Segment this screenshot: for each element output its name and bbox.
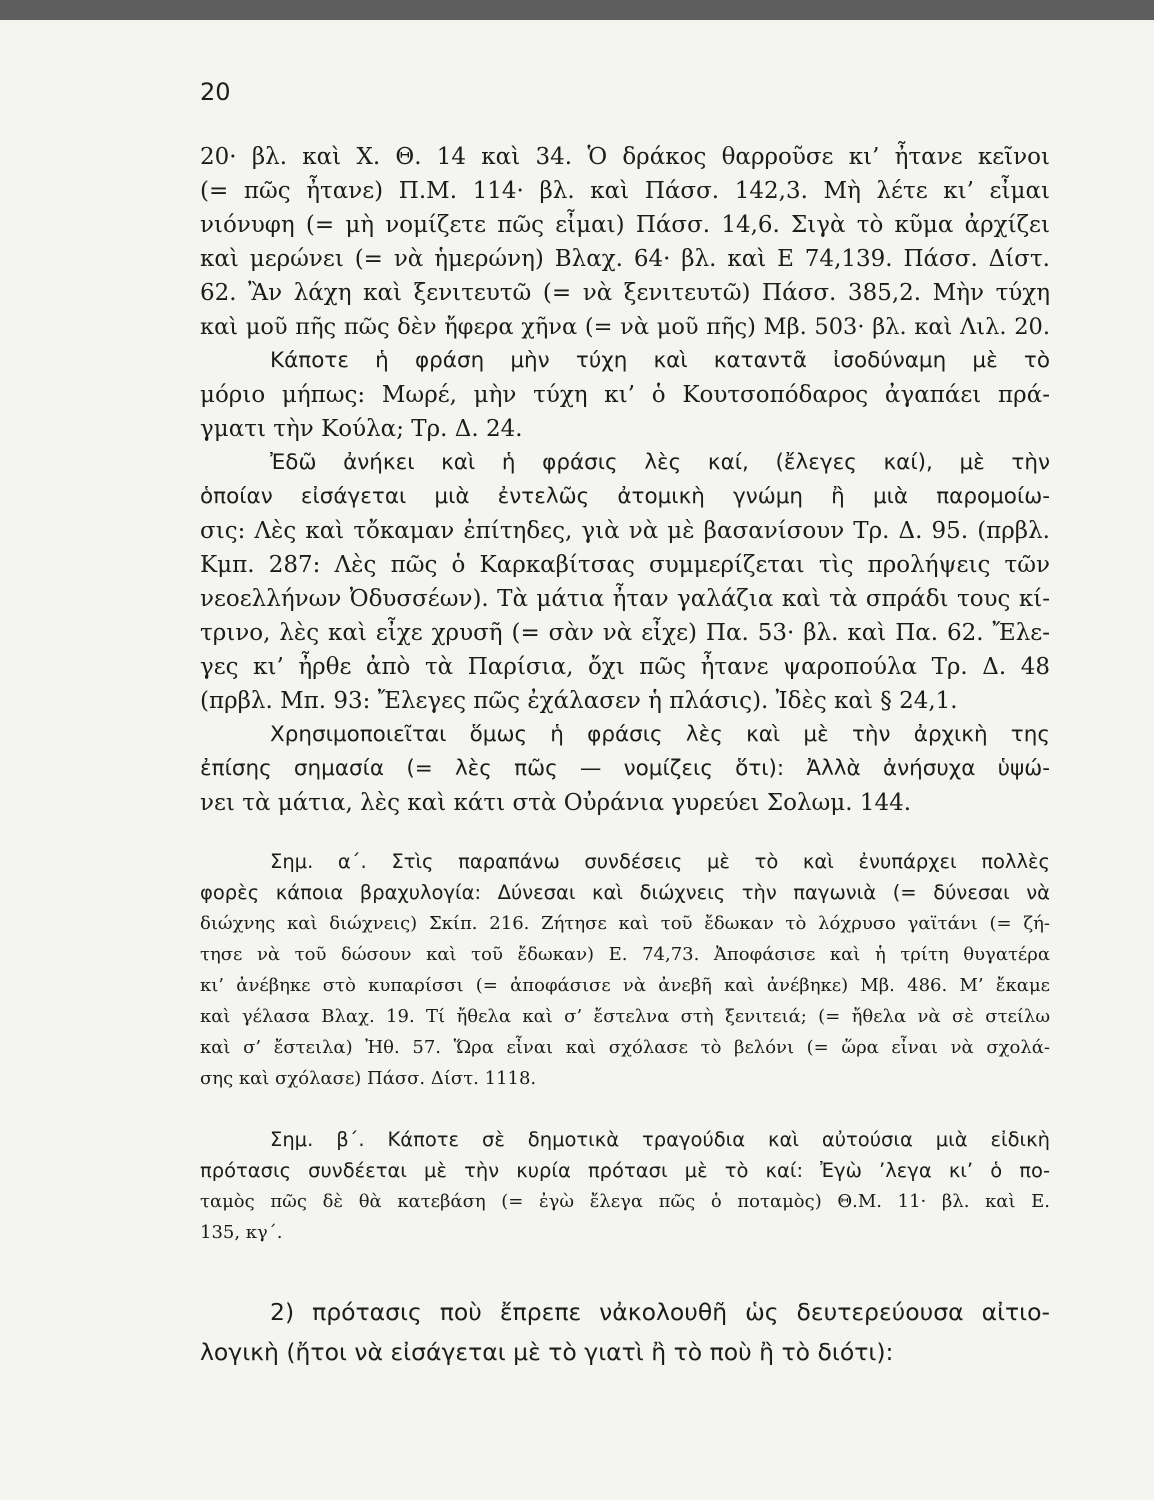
text-line: σης καὶ σχόλασε) Πάσσ. Δίστ. 1118. bbox=[200, 1068, 537, 1089]
text-line: τησε νὰ τοῦ δώσουν καὶ τοῦ ἔδωκαν) Ε. 74,73. Ἀποφάσισε καὶ ἡ τρίτη θυγατέρα bbox=[200, 944, 1050, 965]
scan-top-border bbox=[0, 0, 1154, 20]
text-line: νιόνυφη (= μὴ νομίζετε πῶς εἶμαι) Πάσσ. 14,6. Σιγὰ τὸ κῦμα ἀρχίζει bbox=[200, 212, 1050, 238]
text-line: 20· βλ. καὶ Χ. Θ. 14 καὶ 34. Ὁ δράκος θαρροῦσε κι’ ἦτανε κεῖνοι bbox=[200, 144, 1050, 170]
text-line: μόριο μήπως: Μωρέ, μὴν τύχη κι’ ὁ Κουτσοπόδαρος ἀγαπάει πρά- bbox=[200, 382, 1050, 408]
text-line: ταμὸς πῶς δὲ θὰ κατεβάση (= ἐγὼ ἔλεγα πῶς ὁ ποταμὸς) Θ.Μ. 11· βλ. καὶ Ε. bbox=[200, 1191, 1050, 1212]
paragraph-xrisimopoieitai bbox=[200, 718, 1050, 820]
text-line: τρινο, λὲς καὶ εἶχε χρυσῆ (= σὰν νὰ εἶχε) Πα. 53· βλ. καὶ Πα. 62. Ἔλε- bbox=[200, 620, 1050, 646]
paragraph-edo bbox=[200, 446, 1050, 718]
text-line: (πρβλ. Μπ. 93: Ἔλεγες πῶς ἐχάλασεν ἡ πλάσις). Ἰδὲς καὶ § 24,1. bbox=[200, 688, 958, 714]
text-line: (= πῶς ἦτανε) Π.Μ. 114· βλ. καὶ Πάσσ. 142,3. Μὴ λέτε κι’ εἶμαι bbox=[200, 178, 1050, 204]
text-line: πρότασις συνδέεται μὲ τὴν κυρία πρότασι μὲ τὸ καί: Ἐγὼ ’λεγα κι’ ὁ πο- bbox=[200, 1159, 1050, 1182]
text-line: Σημ. α΄. Στὶς παραπάνω συνδέσεις μὲ τὸ καὶ ἐνυπάρχει πολλὲς bbox=[270, 850, 1050, 873]
text-line: καὶ σ’ ἔστειλα) Ἠθ. 57. Ὥρα εἶναι καὶ σχόλασε τὸ βελόνι (= ὥρα εἶναι νὰ σχολά- bbox=[200, 1037, 1050, 1058]
text-line: νεοελλήνων Ὀδυσσέων). Τὰ μάτια ἦταν γαλάζια καὶ τὰ σπράδι τους κί- bbox=[200, 586, 1050, 612]
note-beta bbox=[200, 1124, 1050, 1248]
text-line: Κάποτε ἡ φράση μὴν τύχη καὶ καταντᾶ ἰσοδύναμη μὲ τὸ bbox=[270, 348, 1050, 373]
section-2 bbox=[200, 1292, 1050, 1372]
text-line: κι’ ἀνέβηκε στὸ κυπαρίσσι (= ἀποφάσισε νὰ ἀνεβῆ καὶ ἀνέβηκε) Μβ. 486. Μ’ ἔκαμε bbox=[200, 975, 1050, 996]
page-number: 20 bbox=[200, 78, 231, 106]
text-line: 135, κγ΄. bbox=[200, 1222, 283, 1243]
text-line: Ἐδῶ ἀνήκει καὶ ἡ φράσις λὲς καί, (ἔλεγες καί), μὲ τὴν bbox=[270, 450, 1050, 475]
note-alpha bbox=[200, 846, 1050, 1094]
text-line: καὶ μερώνει (= νὰ ἡμερώνη) Βλαχ. 64· βλ. καὶ Ε 74,139. Πάσσ. Δίστ. bbox=[200, 246, 1050, 272]
text-line: γματι τὴν Κούλα; Τρ. Δ. 24. bbox=[200, 416, 523, 442]
text-line: φορὲς κάποια βραχυλογία: Δύνεσαι καὶ διώχνεις τὴν παγωνιὰ (= δύνεσαι νὰ bbox=[200, 881, 1050, 904]
text-line: 62. Ἂν λάχη καὶ ξενιτευτῶ (= νὰ ξενιτευτῶ) Πάσσ. 385,2. Μὴν τύχη bbox=[200, 280, 1050, 306]
text-line: καὶ μοῦ πῆς πῶς δὲν ἤφερα χῆνα (= νὰ μοῦ πῆς) Μβ. 503· βλ. καὶ Λιλ. 20. bbox=[200, 314, 1050, 340]
text-line: γες κι’ ἦρθε ἀπὸ τὰ Παρίσια, ὄχι πῶς ἦτανε ψαροπούλα Τρ. Δ. 48 bbox=[200, 654, 1050, 680]
text-line: σις: Λὲς καὶ τὄκαμαν ἐπίτηδες, γιὰ νὰ μὲ βασανίσουν Τρ. Δ. 95. (πρβλ. bbox=[200, 518, 1050, 544]
paragraph-kapote bbox=[200, 344, 1050, 446]
text-line: λογικὴ (ἤτοι νὰ εἰσάγεται μὲ τὸ γιατὶ ἢ τὸ ποὺ ἢ τὸ διότι): bbox=[200, 1338, 894, 1366]
text-line: ἐπίσης σημασία (= λὲς πῶς — νομίζεις ὅτι): Ἀλλὰ ἀνήσυχα ὑψώ- bbox=[200, 756, 1050, 781]
text-line: νει τὰ μάτια, λὲς καὶ κάτι στὰ Οὐράνια γυρεύει Σολωμ. 144. bbox=[200, 790, 912, 816]
text-line: Χρησιμοποιεῖται ὅμως ἡ φράσις λὲς καὶ μὲ τὴν ἀρχικὴ της bbox=[270, 722, 1050, 747]
paragraph-references bbox=[200, 140, 1050, 344]
text-line: 2) πρότασις ποὺ ἔπρεπε νἀκολουθῆ ὡς δευτερεύουσα αἰτιο- bbox=[270, 1298, 1050, 1326]
text-line: διώχνης καὶ διώχνεις) Σκίπ. 216. Ζήτησε καὶ τοῦ ἔδωκαν τὸ λόχρυσο γαϊτάνι (= ζή- bbox=[200, 913, 1050, 934]
text-line: Σημ. β΄. Κάποτε σὲ δημοτικὰ τραγούδια καὶ αὐτούσια μιὰ εἰδικὴ bbox=[270, 1128, 1050, 1151]
text-line: καὶ γέλασα Βλαχ. 19. Τί ἤθελα καὶ σ’ ἔστελνα στὴ ξενιτειά; (= ἤθελα νὰ σὲ στείλω bbox=[200, 1006, 1050, 1027]
text-line: Κμπ. 287: Λὲς πῶς ὁ Καρκαβίτσας συμμερίζεται τὶς προλήψεις τῶν bbox=[200, 552, 1050, 578]
text-line: ὁποίαν εἰσάγεται μιὰ ἐντελῶς ἀτομικὴ γνώμη ἢ μιὰ παρομοίω- bbox=[200, 484, 1050, 509]
book-page bbox=[200, 78, 1050, 1372]
